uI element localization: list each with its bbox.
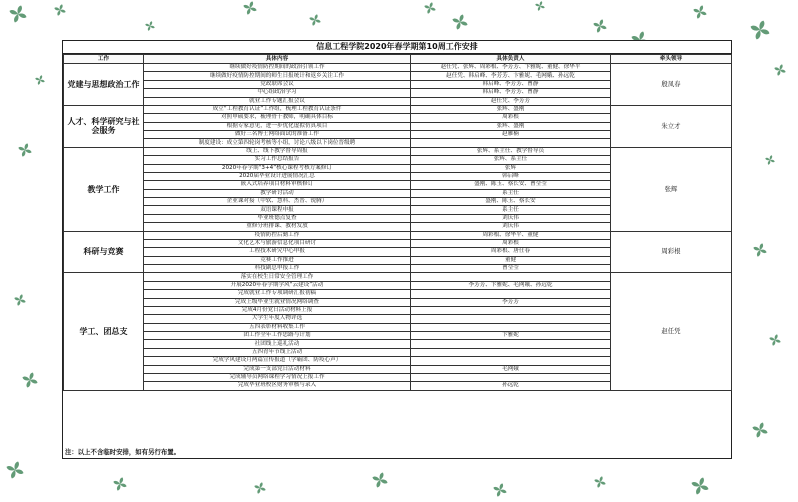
page-title: 信息工程学院2020年春学期第10周工作安排 xyxy=(63,41,731,54)
person-cell xyxy=(411,348,611,356)
leaf-decoration xyxy=(752,422,768,438)
leader-cell: 张辉 xyxy=(611,147,732,231)
leaf-decoration xyxy=(6,461,24,479)
leaf-decoration xyxy=(22,372,38,388)
person-cell: 李芳芳 xyxy=(411,298,611,306)
leaf-decoration xyxy=(372,472,388,488)
person-cell: 韩启峰 xyxy=(411,172,611,180)
content-cell: 五四表彰材料收集工作 xyxy=(144,323,411,331)
leaf-decoration xyxy=(309,14,321,26)
person-cell: 刘庆伟 xyxy=(411,223,611,231)
content-cell: 企业课对接（中软、慧科、杰普、锐腾） xyxy=(144,198,411,206)
content-cell: 根据专家意见，进一步优化虚拟仿真项目 xyxy=(144,122,411,130)
leaf-decoration xyxy=(145,21,155,31)
table-row xyxy=(64,231,732,239)
header-work: 工作 xyxy=(64,55,144,64)
person-cell xyxy=(411,306,611,314)
content-cell: 就业工作专题汇报会议 xyxy=(144,97,411,105)
person-cell: 赵任凭、张辉、周彩根、李芳芳、卞雅妮、董健、徐华平 xyxy=(411,64,611,72)
content-cell: 科技副总申报工作 xyxy=(144,265,411,273)
table-row xyxy=(64,273,732,281)
leaf-decoration xyxy=(765,155,775,165)
person-cell xyxy=(411,139,611,147)
table-header-row xyxy=(64,55,732,64)
content-cell: 五四青年节线上活动 xyxy=(144,348,411,356)
person-cell: 盛刚、陈玉、蔡长安、曹莹莹 xyxy=(411,181,611,189)
schedule-document xyxy=(62,40,732,459)
schedule-table xyxy=(63,54,732,391)
leaf-decoration xyxy=(243,1,257,15)
person-cell: 赵任凭、李芳芳 xyxy=(411,97,611,105)
leader-cell: 周彩根 xyxy=(611,231,732,273)
person-cell: 韩启峰、李芳芳、曹静 xyxy=(411,89,611,97)
person-cell: 张辉、系主任、教学督导员 xyxy=(411,147,611,155)
content-cell: 工程技术研究中心申报 xyxy=(144,248,411,256)
person-cell xyxy=(411,323,611,331)
content-cell: 开展2020年春学期学风“云建设”活动 xyxy=(144,281,411,289)
content-cell: 成立“工程教育认证”工作组，梳理工程教育认证条件 xyxy=(144,105,411,113)
leaf-decoration xyxy=(113,477,127,491)
work-category-cell: 党建与思想政治工作 xyxy=(64,64,144,106)
work-category-cell: 教学工作 xyxy=(64,147,144,231)
leaf-decoration xyxy=(493,483,507,497)
person-cell: 系主任 xyxy=(411,206,611,214)
header-content: 具体内容 xyxy=(144,55,411,64)
work-category-cell: 人才、科学研究与社会服务 xyxy=(64,105,144,147)
person-cell xyxy=(411,315,611,323)
leaf-decoration xyxy=(691,477,709,495)
person-cell: 董健 xyxy=(411,256,611,264)
content-cell: 疫情防控后勤工作 xyxy=(144,231,411,239)
content-cell: 继续做好疫情防控期间的政治引领工作 xyxy=(144,64,411,72)
person-cell: 周彩根 xyxy=(411,114,611,122)
leaf-decoration xyxy=(54,4,66,16)
person-cell: 李芳芳、卞雅妮、毛网娥、孙远乾 xyxy=(411,281,611,289)
content-cell: 毕业班德点复查 xyxy=(144,214,411,222)
content-cell: 完成第一支部党日活动材料 xyxy=(144,365,411,373)
content-cell: 落实在校生日常安全管理工作 xyxy=(144,273,411,281)
header-person: 具体负责人 xyxy=(411,55,611,64)
leaf-decoration xyxy=(18,143,32,157)
content-cell: 2020年春学期“3+4”核心课程考核方案修订 xyxy=(144,164,411,172)
content-cell: 完成就业工作专项调研汇报初稿 xyxy=(144,290,411,298)
person-cell xyxy=(411,357,611,365)
content-cell: 线上、线下教学督导周报 xyxy=(144,147,411,155)
content-cell: 竞赛工作推进 xyxy=(144,256,411,264)
person-cell: 张辉、系主任 xyxy=(411,156,611,164)
person-cell: 周彩根 xyxy=(411,239,611,247)
person-cell: 周彩根、唐仕春 xyxy=(411,248,611,256)
leaf-decoration xyxy=(14,294,26,306)
person-cell xyxy=(411,273,611,281)
content-cell: 完成上级毕业生就业情况网络调查 xyxy=(144,298,411,306)
table-row xyxy=(64,147,732,155)
person-cell: 张辉 xyxy=(411,164,611,172)
person-cell: 孙远乾 xyxy=(411,382,611,390)
leader-cell: 殷凤春 xyxy=(611,64,732,106)
content-cell: 嵌入式培养项目材料审核修订 xyxy=(144,181,411,189)
leaf-decoration xyxy=(594,476,606,488)
leaf-decoration xyxy=(593,19,607,33)
leaf-decoration xyxy=(424,2,436,14)
content-cell: 实习工作总结报告 xyxy=(144,156,411,164)
content-cell: 制度建设：成立第四轮岗考核等小组，讨论八级以下岗位晋级聘 xyxy=(144,139,411,147)
person-cell: 盛刚、陈玉、蔡长安 xyxy=(411,198,611,206)
person-cell: 张辉、盛刚 xyxy=(411,105,611,113)
content-cell: 完成辅导员网络课程学习情况上报工作 xyxy=(144,373,411,381)
leader-cell: 赵任凭 xyxy=(611,273,732,390)
person-cell: 曹莹莹 xyxy=(411,265,611,273)
table-row xyxy=(64,105,732,113)
content-cell: 双语课程申报 xyxy=(144,206,411,214)
content-cell: 做好三名博士网络面试的准备工作 xyxy=(144,131,411,139)
leaf-decoration xyxy=(9,5,27,23)
person-cell: 周彩根、徐华平、董健 xyxy=(411,231,611,239)
leaf-decoration xyxy=(254,482,266,494)
person-cell: 卞雅妮 xyxy=(411,332,611,340)
content-cell: 完成毕业班校区财务审核与录入 xyxy=(144,382,411,390)
person-cell: 赵任凭、韩启峰、李芳芳、卞雅妮、毛网娥、孙远乾 xyxy=(411,72,611,80)
leaf-decoration xyxy=(535,1,545,11)
leaf-decoration xyxy=(750,20,770,40)
leaf-decoration xyxy=(769,334,781,346)
content-cell: 2020届毕业设计进展情况汇总 xyxy=(144,172,411,180)
content-cell: 继续做好疫情防控期间的师生日报统计和返乡关注工作 xyxy=(144,72,411,80)
content-cell: 团工作全年工作思路与计划 xyxy=(144,332,411,340)
leaf-decoration xyxy=(452,14,468,30)
person-cell: 赵雁楠 xyxy=(411,131,611,139)
person-cell: 毛网娥 xyxy=(411,365,611,373)
content-cell: 完成4月份党日活动材料上报 xyxy=(144,306,411,314)
content-cell: 文化艺术与旅游信息化项目研讨 xyxy=(144,239,411,247)
leaf-decoration xyxy=(774,64,786,76)
leaf-decoration xyxy=(35,75,45,85)
content-cell: 对照申硕要求，梳理骨干教师，明确具体目标 xyxy=(144,114,411,122)
person-cell xyxy=(411,290,611,298)
content-cell: 中心组政治学习 xyxy=(144,89,411,97)
leaf-decoration xyxy=(693,5,707,19)
person-cell xyxy=(411,373,611,381)
person-cell xyxy=(411,340,611,348)
content-cell: 完成学风建设月两篇宣传报道（学霸团、防疫心声） xyxy=(144,357,411,365)
table-row xyxy=(64,64,732,72)
header-leader: 牵头领导 xyxy=(611,55,732,64)
person-cell: 张辉、盛刚 xyxy=(411,122,611,130)
footer-note: 注：以上不含临时安排，如有另行布置。 xyxy=(65,448,181,456)
leader-cell: 朱立才 xyxy=(611,105,732,147)
person-cell: 系主任 xyxy=(411,189,611,197)
content-cell: 教学研讨活动 xyxy=(144,189,411,197)
content-cell: 党政联席会议 xyxy=(144,80,411,88)
person-cell: 刘庆伟 xyxy=(411,214,611,222)
content-cell: 重修分班排课、教材发放 xyxy=(144,223,411,231)
content-cell: 社团线上巡礼活动 xyxy=(144,340,411,348)
leaf-decoration xyxy=(753,243,767,257)
person-cell: 韩启峰、李芳芳、曹静 xyxy=(411,80,611,88)
content-cell: 大学生年度人物评选 xyxy=(144,315,411,323)
work-category-cell: 科研与竞赛 xyxy=(64,231,144,273)
work-category-cell: 学工、团总支 xyxy=(64,273,144,390)
